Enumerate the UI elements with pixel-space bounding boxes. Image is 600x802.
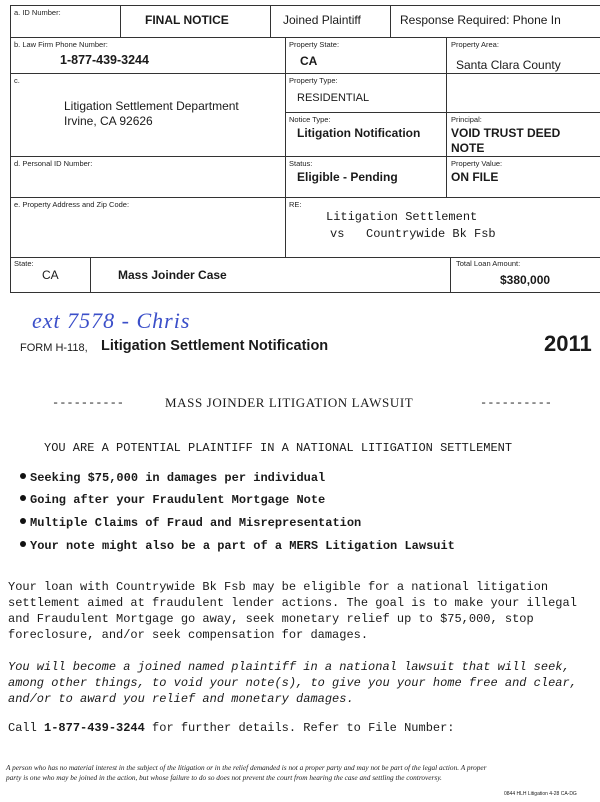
department-line1: Litigation Settlement Department bbox=[64, 99, 239, 113]
bullet-dot-icon bbox=[20, 473, 26, 479]
bullet-dot-icon bbox=[20, 541, 26, 547]
department-line2: Irvine, CA 92626 bbox=[64, 114, 153, 128]
handwritten-note: ext 7578 - Chris bbox=[32, 308, 191, 333]
bullet-dot-icon bbox=[20, 495, 26, 501]
letter-subheading: YOU ARE A POTENTIAL PLAINTIFF IN A NATIONAL LITIGATION SETTLEMENT bbox=[44, 441, 513, 455]
property-value-value: ON FILE bbox=[451, 170, 499, 184]
joined-plaintiff-label: Joined Plaintiff bbox=[283, 13, 361, 27]
form-number: FORM H-118, bbox=[20, 342, 88, 354]
notice-type-label: Notice Type: bbox=[289, 115, 331, 124]
footnote-line2: party is one who may be joined in the action, but whose failure to do so does not prevent the court from hearing the case and settling the controversy. bbox=[6, 773, 442, 782]
form-year: 2011 bbox=[544, 331, 592, 356]
re-line2: vs Countrywide Bk Fsb bbox=[330, 227, 496, 241]
property-state-label: Property State: bbox=[289, 40, 340, 49]
re-label: RE: bbox=[289, 200, 302, 209]
bullet-item: Your note might also be a part of a MERS Litigation Lawsuit bbox=[20, 539, 455, 553]
property-area-label: Property Area: bbox=[451, 40, 499, 49]
status-value: Eligible - Pending bbox=[297, 170, 398, 184]
call-phone-number: 1-877-439-3244 bbox=[44, 721, 145, 735]
bullet-item: Seeking $75,000 in damages per individual bbox=[20, 471, 325, 485]
principal-label: Principal: bbox=[451, 115, 482, 124]
law-firm-phone: 1-877-439-3244 bbox=[60, 53, 149, 67]
response-required-label: Response Required: Phone In bbox=[400, 13, 561, 27]
loan-amount-label: Total Loan Amount: bbox=[456, 259, 521, 268]
paragraph-eligibility: Your loan with Countrywide Bk Fsb may be eligible for a national litigation settlement aimed at fraudulent lender actions. The goal is to make your illegal and Fraudulent Mortgage go away, seek monetary relief up to $75,000, stop foreclosure, and/or seek compensation for damages. bbox=[8, 580, 577, 642]
notice-type-value: Litigation Notification bbox=[297, 126, 421, 140]
re-line1: Litigation Settlement bbox=[326, 210, 478, 224]
property-type-value: RESIDENTIAL bbox=[297, 92, 370, 104]
corner-code: 0844 HLH Litigation 4-28 CA-DG bbox=[504, 791, 577, 797]
principal-value-line1: VOID TRUST DEED bbox=[451, 126, 561, 140]
form-title: Litigation Settlement Notification bbox=[101, 338, 329, 354]
call-line: Call 1-877-439-3244 for further details. Refer to File Number: bbox=[8, 721, 455, 735]
status-label: Status: bbox=[289, 159, 313, 168]
property-value-label: Property Value: bbox=[451, 159, 503, 168]
property-address-label: e. Property Address and Zip Code: bbox=[14, 200, 130, 209]
heading-dashes-left: ---------- bbox=[52, 396, 125, 410]
letter-heading: MASS JOINDER LITIGATION LAWSUIT bbox=[165, 395, 414, 410]
state-label: State: bbox=[14, 259, 34, 268]
principal-value-line2: NOTE bbox=[451, 141, 485, 155]
bullet-item: Going after your Fraudulent Mortgage Note bbox=[20, 493, 325, 507]
state-value: CA bbox=[42, 268, 59, 282]
phone-label: b. Law Firm Phone Number: bbox=[14, 40, 108, 49]
property-type-label: Property Type: bbox=[289, 76, 338, 85]
bullet-dot-icon bbox=[20, 518, 26, 524]
property-state-value: CA bbox=[300, 54, 318, 68]
personal-id-label: d. Personal ID Number: bbox=[14, 159, 93, 168]
paragraph-plaintiff: You will become a joined named plaintiff in a national lawsuit that will seek, among other things, to void your note(s), to give you your home free and clear, and/or to award you relief and monetary damages. bbox=[8, 660, 577, 706]
c-label: c. bbox=[14, 76, 20, 85]
id-number-label: a. ID Number: bbox=[14, 8, 61, 17]
heading-dashes-right: ---------- bbox=[480, 396, 553, 410]
final-notice-label: FINAL NOTICE bbox=[145, 13, 229, 27]
bullet-item: Multiple Claims of Fraud and Misrepresentation bbox=[20, 516, 361, 530]
mass-joinder-case: Mass Joinder Case bbox=[118, 268, 227, 282]
property-area-value: Santa Clara County bbox=[456, 58, 561, 72]
footnote-line1: A person who has no material interest in the subject of the litigation or in the relief demanded is not a proper party and may not be part of the legal action. A proper bbox=[6, 763, 487, 772]
loan-amount-value: $380,000 bbox=[500, 273, 551, 287]
